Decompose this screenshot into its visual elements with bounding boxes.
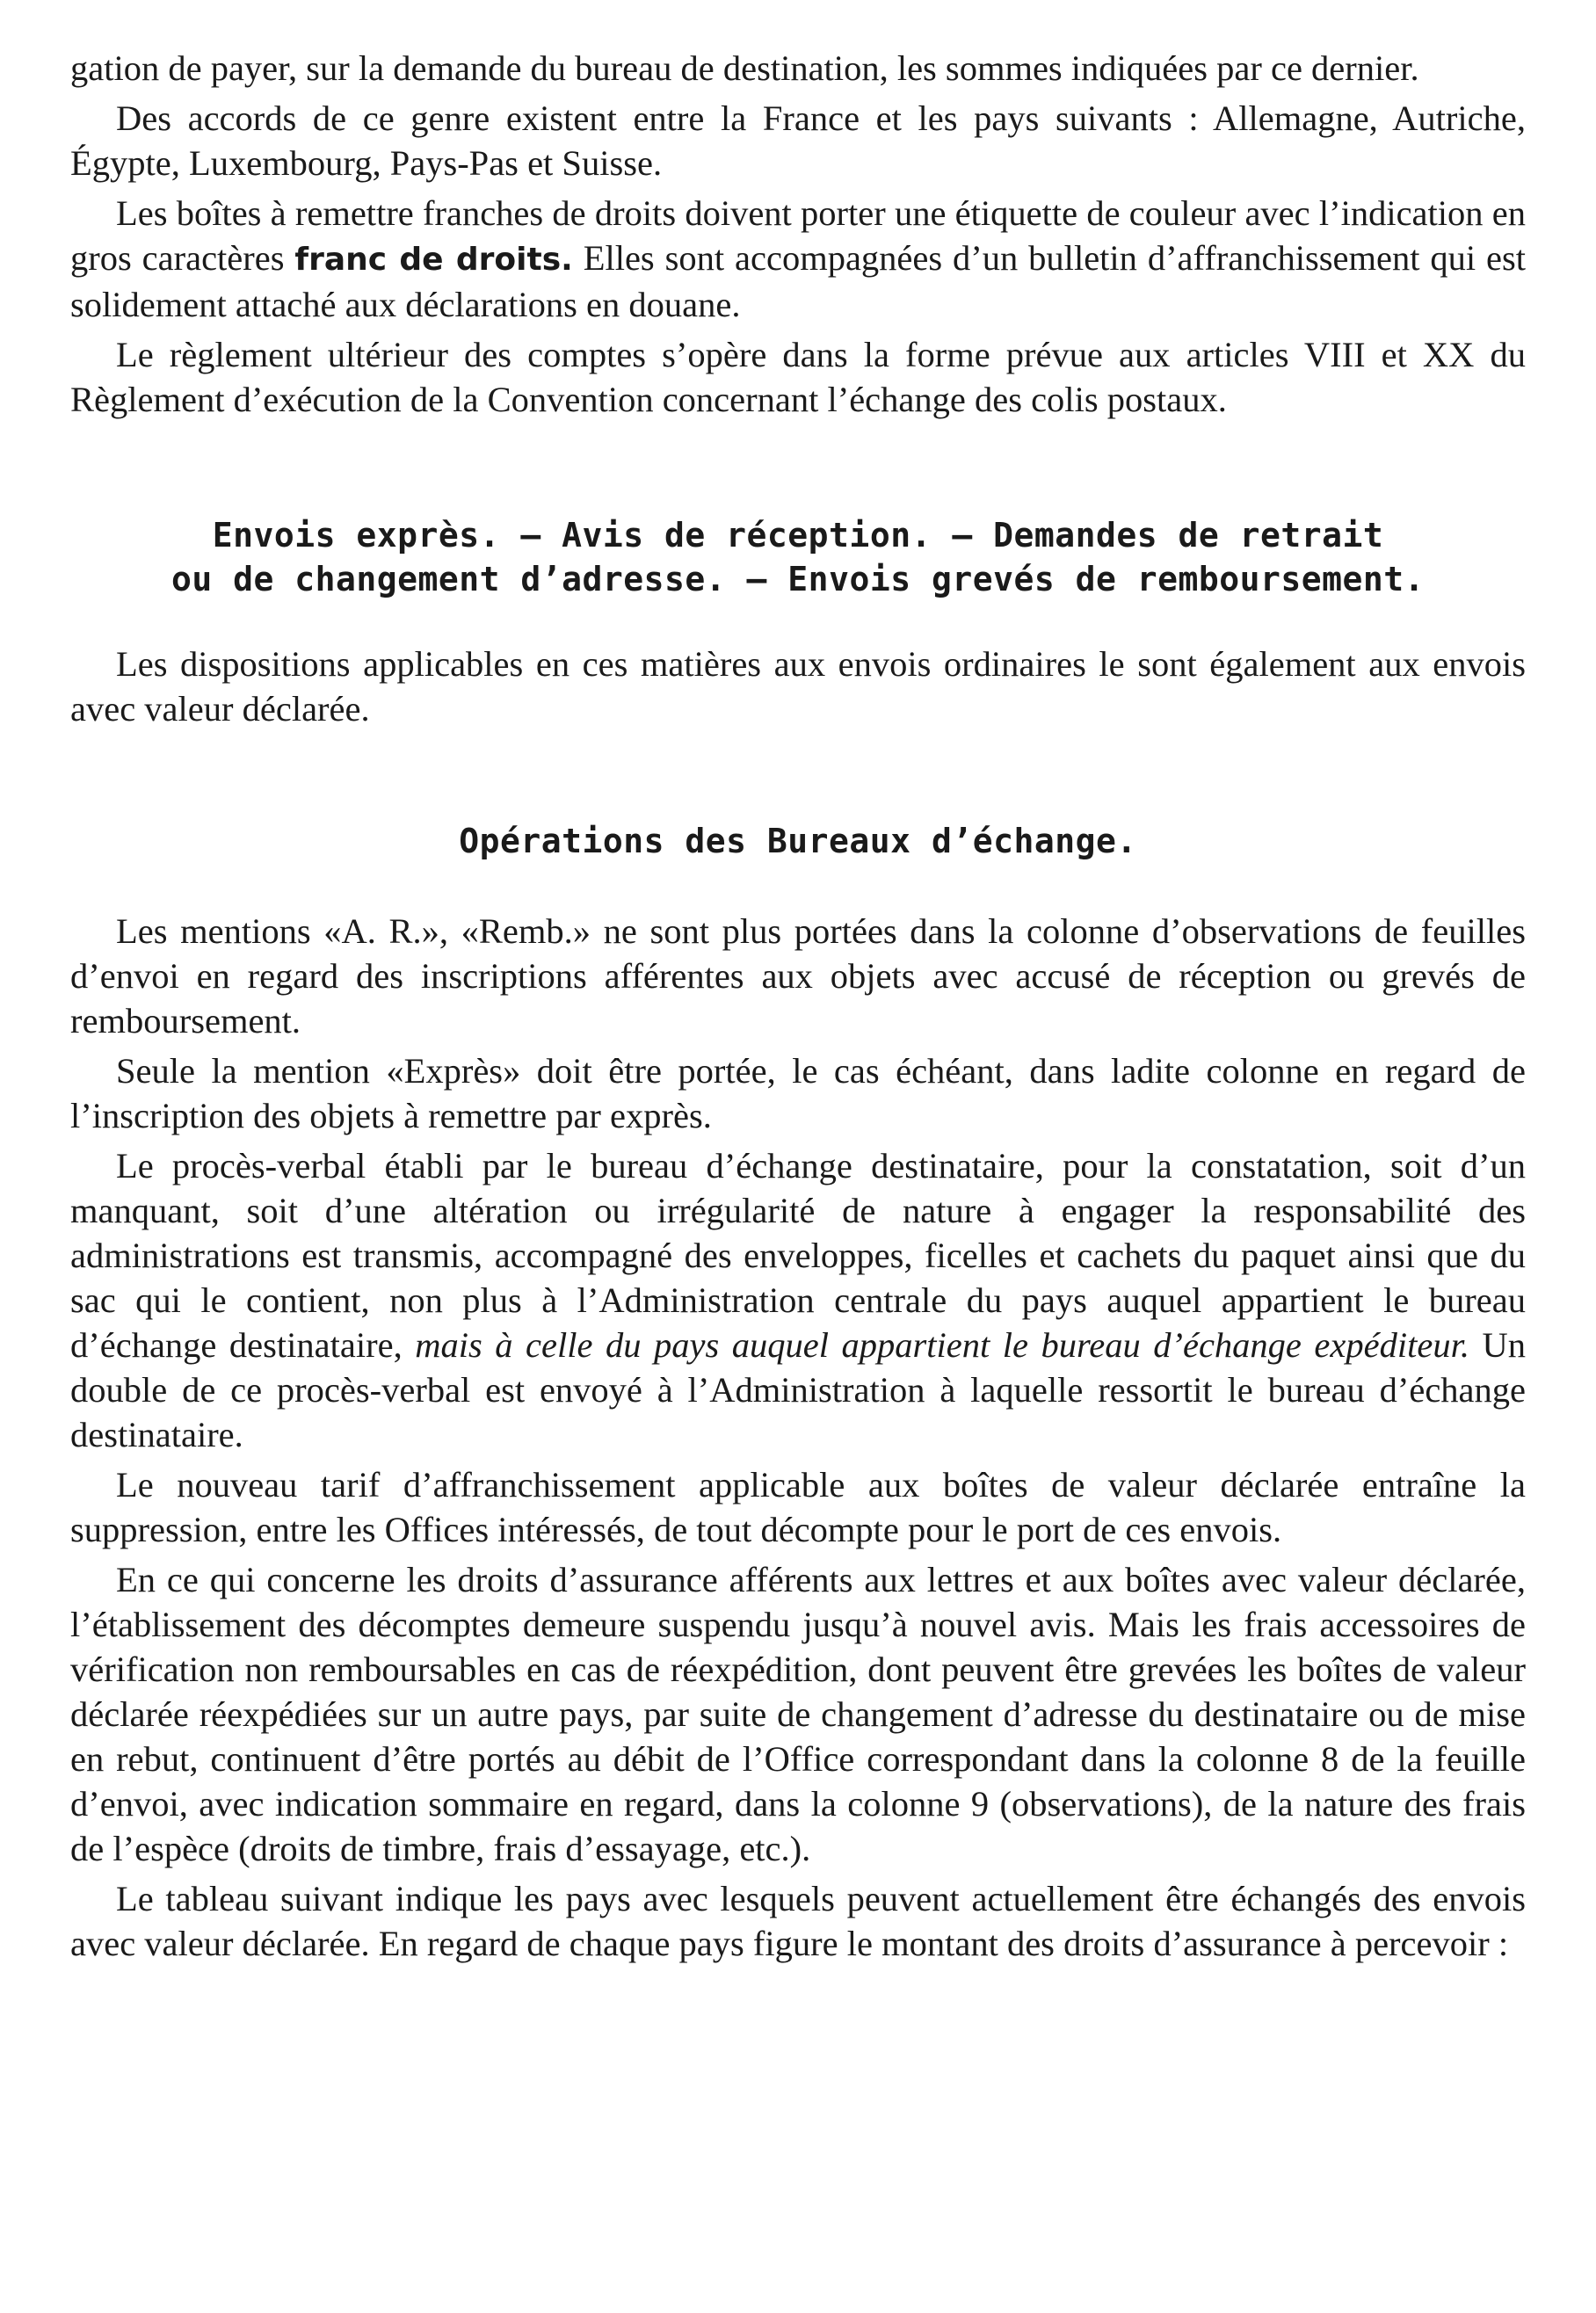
paragraph-text: Le procès-verbal établi par le bureau d’échange destinataire, pour la constatation, soit d’un manquant, soit d’une altération ou irrégularité de nature à engager la responsabilité des administrations est transmis, accompagné des enveloppes, ficelles et cachets du paquet ainsi que du sac qui le contient, non plus à l’Administration centrale du pays auquel appartient le bureau d’échange destinataire, bbox=[70, 1146, 1526, 1365]
paragraph-settlement: Le règlement ultérieur des comptes s’opère dans la forme prévue aux articles VIII et XX du Règlement d’exécution de la Convention concernant l’échange des colis postaux. bbox=[70, 335, 1526, 419]
paragraph-provisions: Les dispositions applicables en ces matières aux envois ordinaires le sont également aux envois avec valeur déclarée. bbox=[70, 644, 1526, 729]
paragraph-text: Elles sont accompagnées d’un bulletin d’affranchissement qui est solidement attaché aux déclarations en douane. bbox=[70, 238, 1526, 324]
paragraph-text: Les boîtes à remettre franches de droits doivent porter une étiquette de couleur avec l’indication en gros caractères bbox=[70, 193, 1526, 278]
paragraph-mentions: Les mentions «A. R.», «Remb.» ne sont plus portées dans la colonne d’observations de feuilles d’envoi en regard des inscriptions afférentes aux objets avec accusé de réception ou grevés de remboursement. bbox=[70, 911, 1526, 1040]
paragraph-boxes-franc-de-droits bbox=[70, 191, 1526, 327]
italic-phrase: mais à celle du pays auquel appartient le bureau d’échange expéditeur. bbox=[415, 1325, 1469, 1365]
bold-phrase: franc de droits. bbox=[294, 242, 573, 278]
paragraph-express-mention: Seule la mention «Exprès» doit être portée, le cas échéant, dans ladite colonne en regard de l’inscription des objets à remettre par exprès. bbox=[70, 1051, 1526, 1135]
paragraph-insurance-duties: En ce qui concerne les droits d’assurance afférents aux lettres et aux boîtes avec valeur déclarée, l’établissement des décomptes demeure suspendu jusqu’à nouvel avis. Mais les frais accessoires de vérification non remboursables en cas de réexpédition, dont peuvent être grevées les boîtes de valeur déclarée réexpédiées sur un autre pays, par suite de changement d’adresse du destinataire ou de mise en rebut, continuent d’être portés au débit de l’Office correspondant dans la colonne 8 de la feuille d’envoi, avec indication sommaire en regard, dans la colonne 9 (observations), de la nature des frais de l’espèce (droits de timbre, frais d’essayage, etc.). bbox=[70, 1560, 1526, 1868]
section-heading-line: ou de changement d’adresse. — Envois grevés de remboursement. bbox=[170, 560, 1426, 598]
document-page bbox=[70, 46, 1526, 1971]
section-heading-line: Opérations des Bureaux d’échange. bbox=[459, 822, 1137, 860]
paragraph-agreements: Des accords de ce genre existent entre la France et les pays suivants : Allemagne, Autriche, Égypte, Luxembourg, Pays-Pas et Suisse. bbox=[70, 98, 1526, 183]
paragraph-continuation: gation de payer, sur la demande du bureau de destination, les sommes indiquées par ce dernier. bbox=[70, 48, 1419, 88]
section-heading-line: Envois exprès. — Avis de réception. — Demandes de retrait bbox=[212, 516, 1384, 555]
section-heading-exchange-offices bbox=[70, 819, 1526, 863]
paragraph-new-tariff: Le nouveau tarif d’affranchissement applicable aux boîtes de valeur déclarée entraîne la suppression, entre les Offices intéressés, de tout décompte pour le port de ces envois. bbox=[70, 1465, 1526, 1549]
paragraph-text: Un double de ce procès-verbal est envoyé à l’Administration à laquelle ressortit le bureau d’échange destinataire. bbox=[70, 1325, 1526, 1454]
paragraph-proces-verbal bbox=[70, 1143, 1526, 1457]
paragraph-table-intro: Le tableau suivant indique les pays avec lesquels peuvent actuellement être échangés des envois avec valeur déclarée. En regard de chaque pays figure le montant des droits d’assurance à percevoir : bbox=[70, 1879, 1526, 1963]
section-heading-express bbox=[70, 513, 1526, 601]
